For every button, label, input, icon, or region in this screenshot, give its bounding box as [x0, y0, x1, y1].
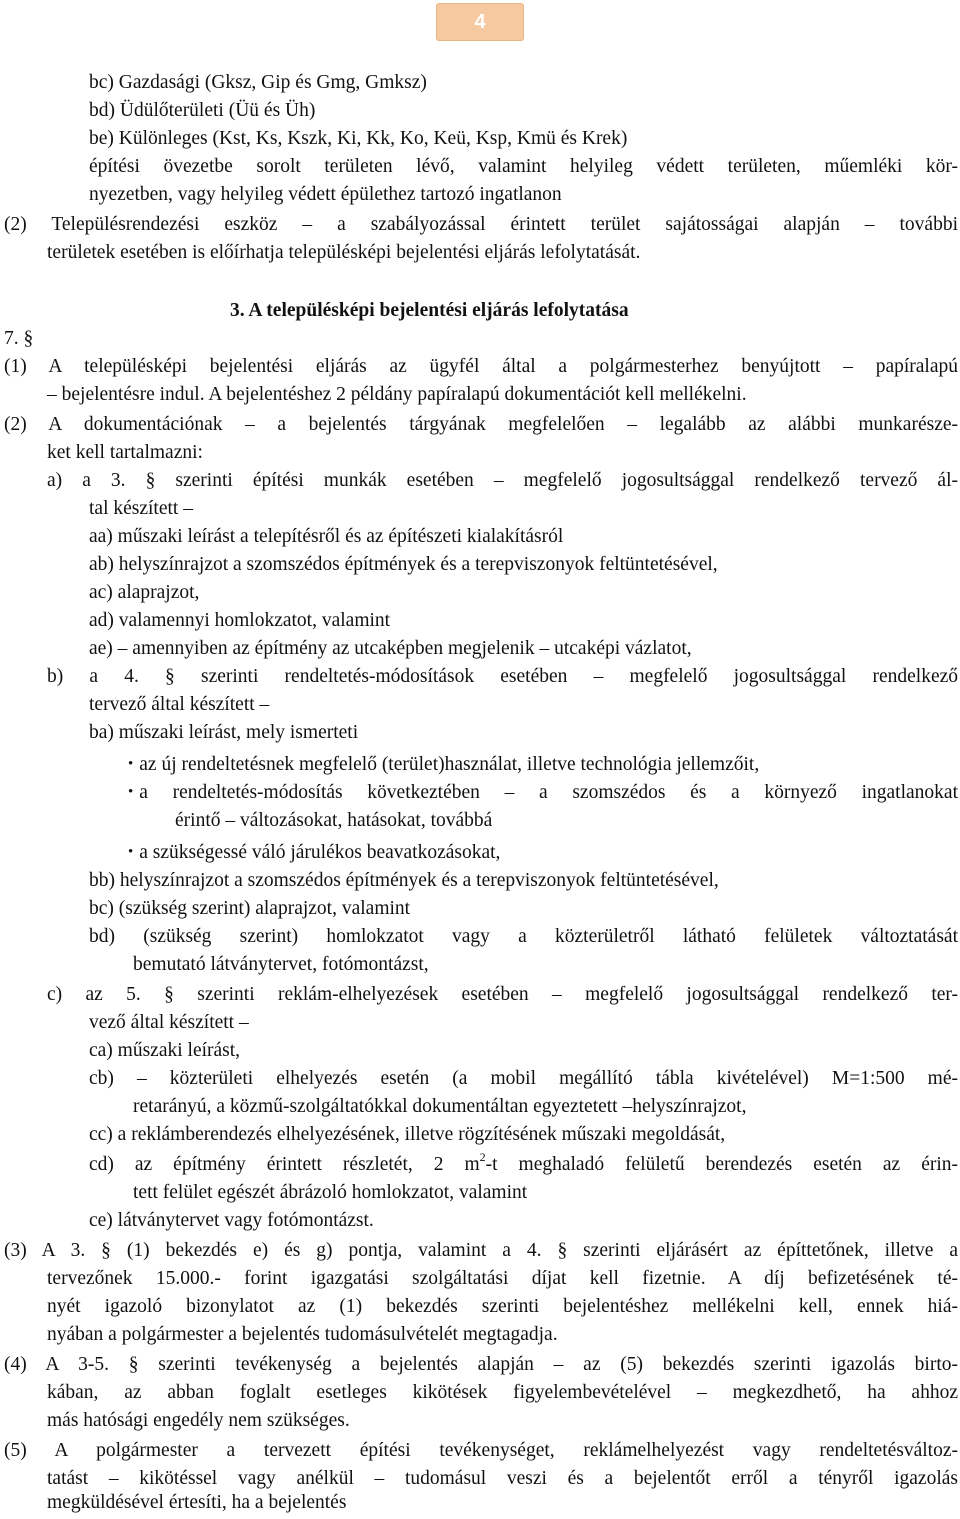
text-line: bc) Gazdasági (Gksz, Gip és Gmg, Gmksz) — [89, 72, 427, 93]
text-line: érintő – változásokat, hatásokat, továbbá — [175, 810, 493, 831]
text-line: ket kell tartalmazni: — [47, 442, 203, 463]
text-line: (3) A 3. § (1) bekezdés e) és g) pontja, valamint a 4. § szerinti eljárásért az építtetőnek, illetve a — [4, 1240, 958, 1261]
text-line: tervező által készített – — [89, 694, 270, 715]
text-line: (1) A településképi bejelentési eljárás az ügyfél által a polgármesterhez benyújtott – papíralapú — [4, 356, 958, 377]
bullet-text: az új rendeltetésnek megfelelő (terület)használat, illetve technológia jellemzőit, — [139, 754, 760, 775]
text-line: nyezetben, vagy helyileg védett épülethez tartozó ingatlanon — [89, 184, 562, 205]
text-line: területek esetében is előírhatja településképi bejelentési eljárás lefolytatását. — [47, 242, 641, 263]
text-line: – bejelentésre indul. A bejelentéshez 2 példány papíralapú dokumentációt kell mellékelni. — [47, 384, 747, 405]
text-line: cc) a reklámberendezés elhelyezésének, illetve rögzítésének műszaki megoldását, — [89, 1124, 726, 1145]
text-line: tatást – kikötéssel vagy anélkül – tudomásul veszi és a bejelentőt erről a tényről igazolás — [47, 1468, 958, 1489]
text-line: c) az 5. § szerinti reklám-elhelyezések esetében – megfelelő jogosultsággal rendelkező ter- — [47, 984, 958, 1005]
text-line — [89, 1151, 958, 1179]
page-number-badge — [436, 3, 524, 41]
text-line: tervezőnek 15.000.- forint igazgatási szolgáltatási díjat kell fizetnie. A díj befizetésének té- — [47, 1268, 958, 1289]
text-line-part: -t meghaladó felületű berendezés esetén az érin- — [485, 1154, 958, 1175]
text-line: aa) műszaki leírást a telepítésről és az építészeti kialakításról — [89, 526, 564, 547]
text-line: bb) helyszínrajzot a szomszédos építmények és a terepviszonyok feltüntetésével, — [89, 870, 719, 891]
bullet-text: a szükségessé váló járulékos beavatkozásokat, — [139, 842, 501, 863]
text-line: ad) valamennyi homlokzatot, valamint — [89, 610, 391, 631]
text-line-part: cd) az építmény érintett részletét, 2 m — [89, 1154, 480, 1175]
page-number: 4 — [474, 10, 486, 33]
text-line: (2) A dokumentációnak – a bejelentés tárgyának megfelelően – legalább az alábbi munkarésze- — [4, 414, 958, 435]
text-line: nyában a polgármester a bejelentés tudomásulvételét megtagadja. — [47, 1324, 558, 1345]
bullet-icon: • — [128, 784, 134, 800]
section-heading: 3. A településképi bejelentési eljárás lefolytatása — [230, 300, 629, 321]
bullet-item — [128, 839, 500, 867]
text-line: a) a 3. § szerinti építési munkák esetében – megfelelő jogosultsággal rendelkező tervező ál- — [47, 470, 958, 491]
text-line: cb) – közterületi elhelyezés esetén (a mobil megállító tábla kivételével) M=1:500 mé- — [89, 1068, 958, 1089]
superscript: 2 — [479, 1151, 486, 1164]
text-line: tal készített – — [89, 498, 193, 519]
text-line: építési övezetbe sorolt területen lévő, valamint helyileg védett területen, műemléki kör- — [89, 156, 958, 177]
bullet-text: a rendeltetés-módosítás következtében – a szomszédos és a környező ingatlanokat — [139, 782, 958, 803]
text-line: bc) (szükség szerint) alaprajzot, valamint — [89, 898, 411, 919]
text-line: vező által készített – — [89, 1012, 249, 1033]
text-line: kában, az abban foglalt esetleges kikötések figyelembevételével – megkezdhető, ha ahhoz — [47, 1382, 958, 1403]
bullet-item — [128, 751, 759, 779]
text-line: más hatósági engedély nem szükséges. — [47, 1410, 350, 1431]
text-line: bemutató látványtervet, fotómontázst, — [133, 954, 429, 975]
text-line: ce) látványtervet vagy fotómontázst. — [89, 1210, 374, 1231]
text-line: (2) Településrendezési eszköz – a szabályozással érintett terület sajátosságai alapján – további — [4, 214, 958, 235]
text-line: megküldésével értesíti, ha a bejelentés — [47, 1492, 347, 1513]
bullet-icon: • — [128, 756, 134, 772]
text-line: tett felület egészét ábrázoló homlokzatot, valamint — [133, 1182, 528, 1203]
paragraph-number: 7. § — [4, 328, 34, 349]
text-line: bd) Üdülőterületi (Üü és Üh) — [89, 100, 316, 121]
bullet-icon: • — [128, 844, 134, 860]
text-line: bd) (szükség szerint) homlokzatot vagy a közterületről látható felületek változtatását — [89, 926, 958, 947]
text-line: ab) helyszínrajzot a szomszédos építmények és a terepviszonyok feltüntetésével, — [89, 554, 718, 575]
text-line: b) a 4. § szerinti rendeltetés-módosítások esetében – megfelelő jogosultsággal rendelkező — [47, 666, 958, 687]
text-line: be) Különleges (Kst, Ks, Kszk, Ki, Kk, Ko, Keü, Ksp, Kmü és Krek) — [89, 128, 628, 149]
text-line: (5) A polgármester a tervezett építési tevékenységet, reklámelhelyezést vagy rendeltetésváltoz- — [4, 1440, 958, 1461]
text-line: retarányú, a közmű-szolgáltatókkal dokumentáltan egyeztetett –helyszínrajzot, — [133, 1096, 747, 1117]
text-line: ae) – amennyiben az építmény az utcaképben megjelenik – utcaképi vázlatot, — [89, 638, 692, 659]
text-line: (4) A 3-5. § szerinti tevékenység a bejelentés alapján – az (5) bekezdés szerinti igazolás birto- — [4, 1354, 958, 1375]
text-line: ba) műszaki leírást, mely ismerteti — [89, 722, 359, 743]
text-line: ac) alaprajzot, — [89, 582, 200, 603]
text-line: nyét igazoló bizonylatot az (1) bekezdés szerinti bejelentéshez mellékelni kell, ennek hiá- — [47, 1296, 958, 1317]
text-line: ca) műszaki leírást, — [89, 1040, 241, 1061]
bullet-item — [128, 779, 958, 807]
